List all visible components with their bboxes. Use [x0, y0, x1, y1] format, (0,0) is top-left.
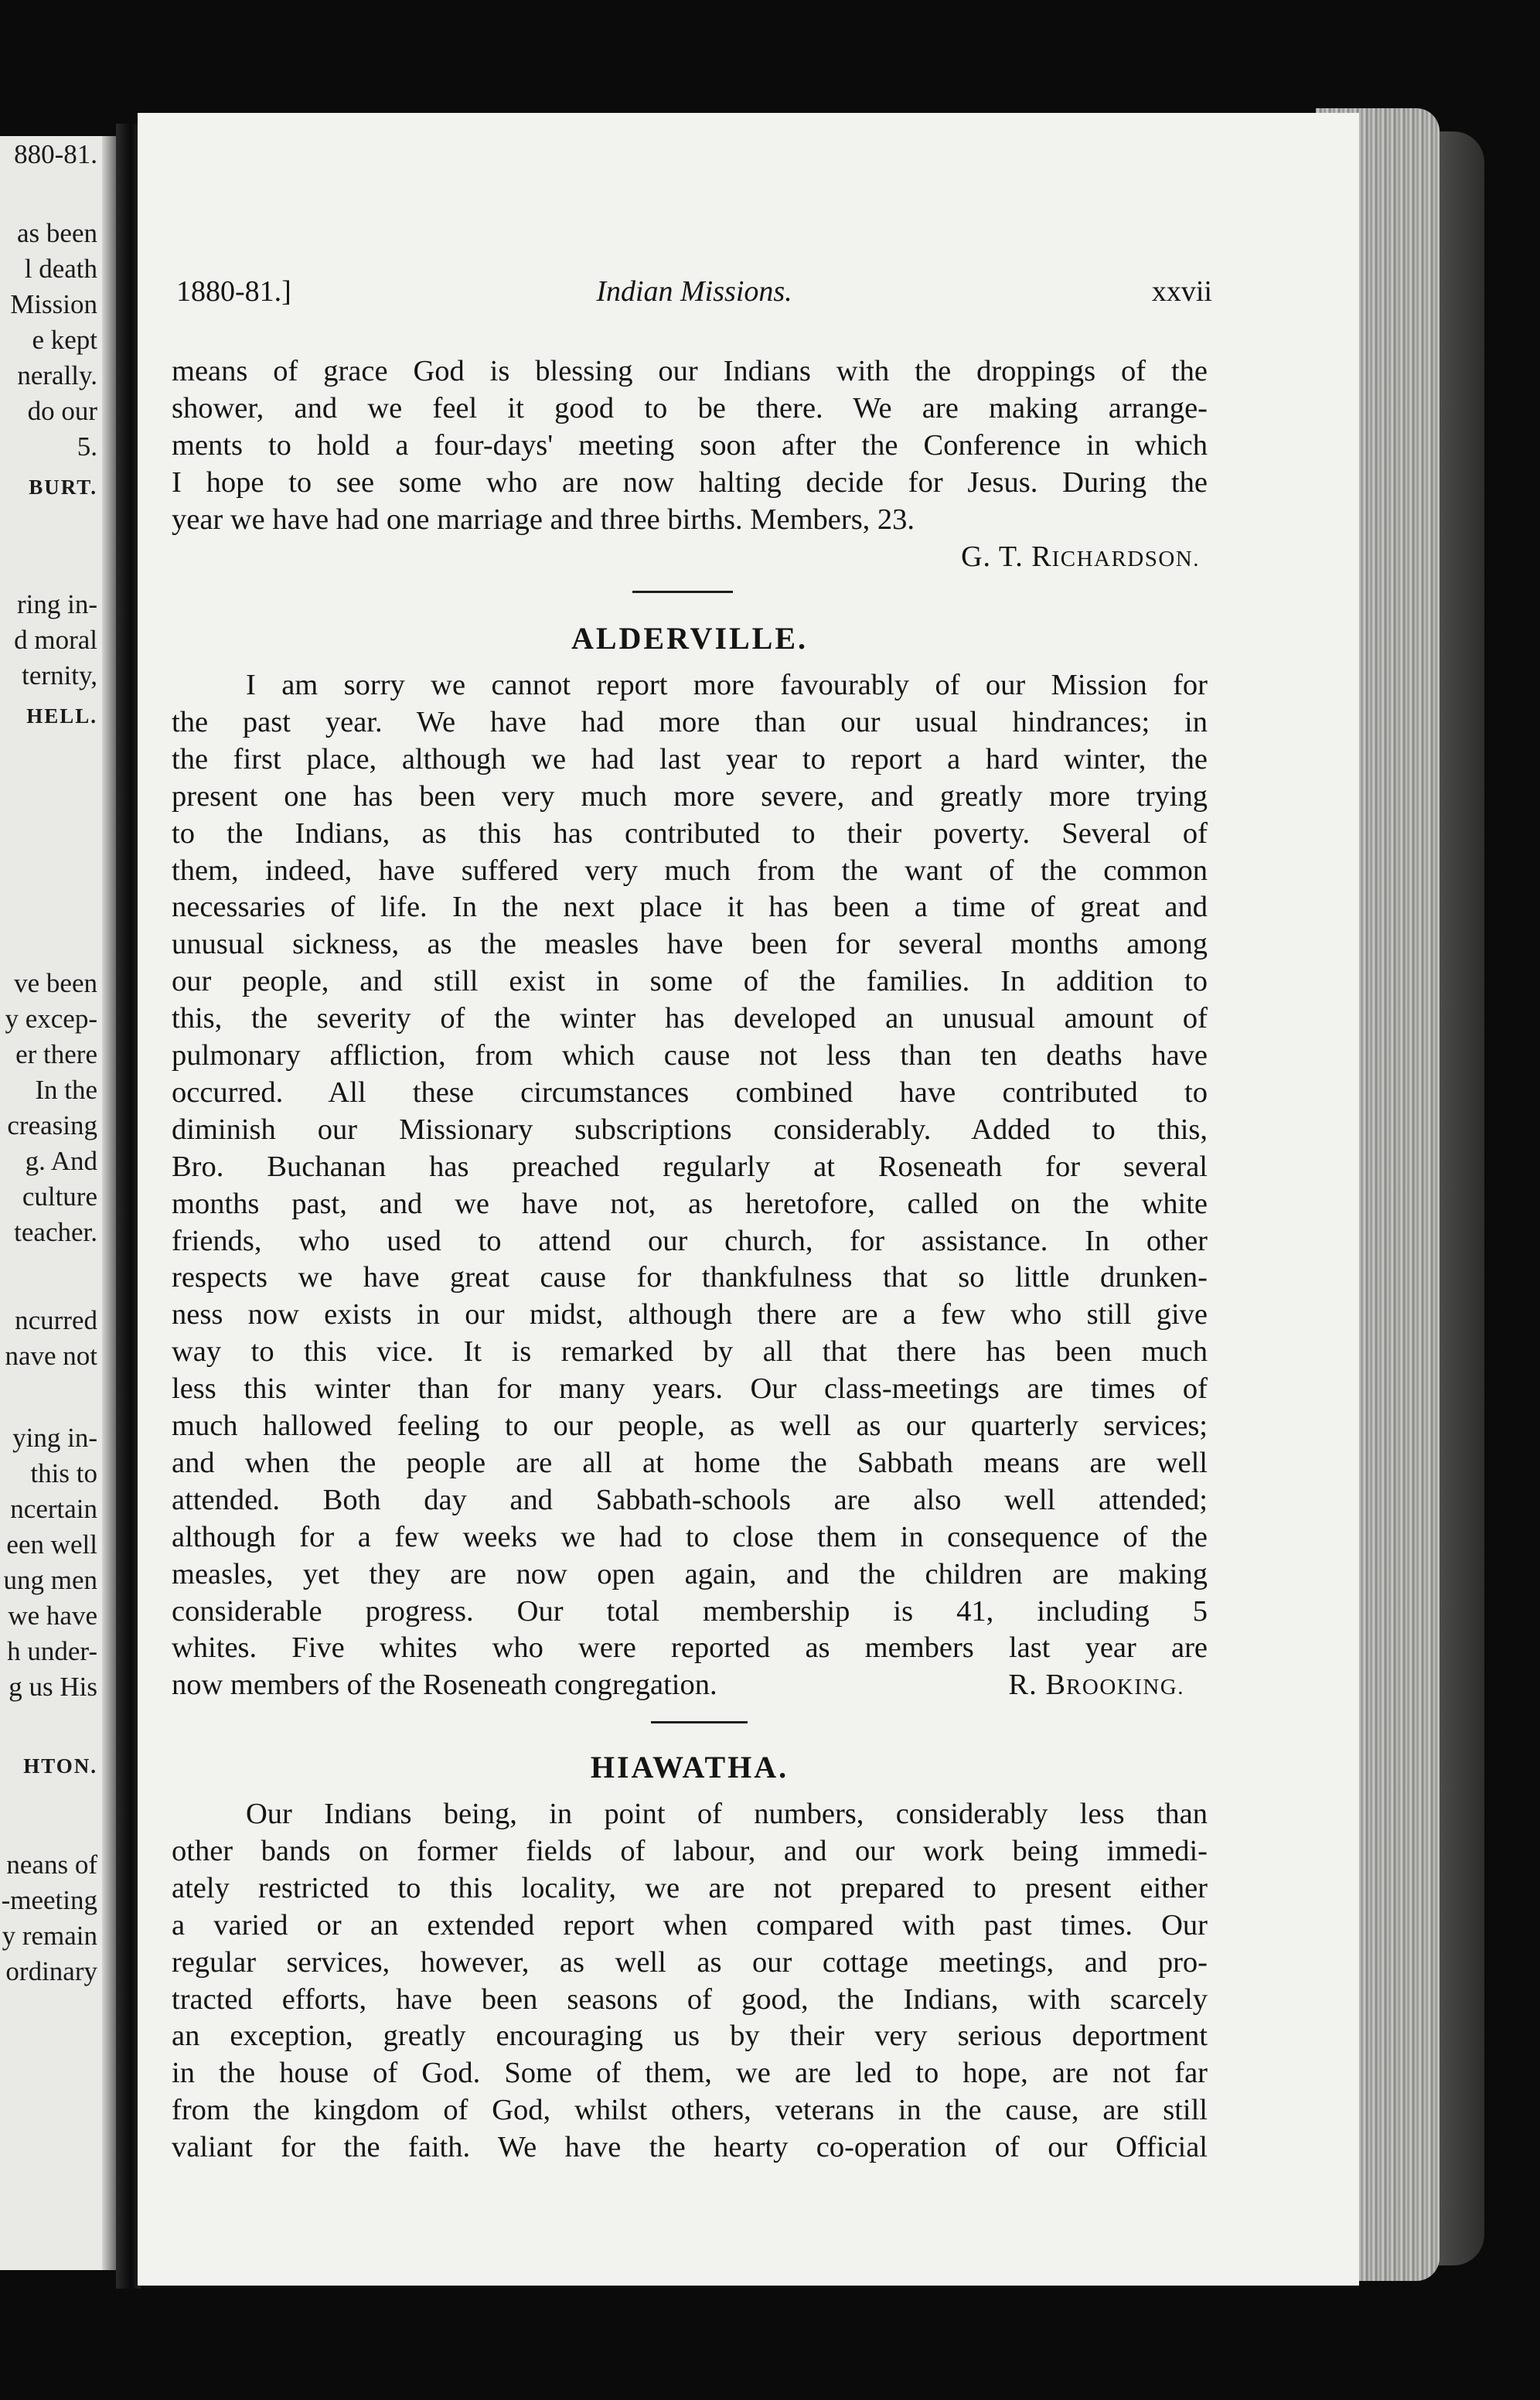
intro-signature [961, 538, 1200, 578]
running-head-title: Indian Missions. [596, 275, 792, 308]
alderville-line: Bro. Buchanan has preached regularly at Roseneath for several [172, 1151, 1208, 1183]
left-page-line: In the [35, 1075, 97, 1105]
left-page-line: do our [27, 396, 97, 426]
alderville-line: the first place, although we had last year to report a hard winter, the [172, 743, 1208, 776]
running-head [176, 274, 1212, 313]
section-rule [651, 1721, 748, 1723]
left-page-line: h under- [7, 1636, 97, 1666]
left-page-line: HTON. [23, 1754, 97, 1778]
left-page-line: this to [30, 1458, 97, 1488]
hiawatha-line: ately restricted to this locality, we are not prepared to present either [172, 1872, 1208, 1904]
left-page-line: ordinary [5, 1956, 97, 1986]
alderville-line: way to this vice. It is remarked by all that there has been much [172, 1335, 1208, 1368]
alderville-line: although for a few weeks we had to close them in consequence of the [172, 1521, 1208, 1553]
left-page-line: 880-81. [14, 139, 97, 169]
section-rule [632, 591, 733, 593]
alderville-line: to the Indians, as this has contributed to their poverty. Several of [172, 817, 1208, 850]
left-page-gutter [102, 136, 116, 2270]
hiawatha-line: a varied or an extended report when compared with past times. Our [172, 1909, 1208, 1941]
alderville-line: the past year. We have had more than our usual hindrances; in [172, 706, 1208, 738]
alderville-line: our people, and still exist in some of the families. In addition to [172, 965, 1208, 997]
left-page-line: 5. [77, 431, 97, 462]
left-page-line: nave not [5, 1341, 97, 1371]
signature-capital: G. T. R [961, 540, 1052, 573]
left-page-line: culture [22, 1181, 97, 1212]
left-page-line: Mission [10, 289, 97, 319]
alderville-line: respects we have great cause for thankfulness that so little drunken- [172, 1261, 1208, 1294]
left-page-line: ternity, [22, 660, 97, 690]
alderville-line: less this winter than for many years. Our class-meetings are times of [172, 1372, 1208, 1405]
intro-line: ments to hold a four-days' meeting soon after the Conference in which [172, 429, 1208, 462]
alderville-line: diminish our Missionary subscriptions considerably. Added to this, [172, 1113, 1208, 1146]
hiawatha-line: in the house of God. Some of them, we are led to hope, are not far [172, 2057, 1208, 2089]
alderville-line: friends, who used to attend our church, for assistance. In other [172, 1225, 1208, 1257]
signature-small-caps: ICHARDSON. [1051, 547, 1200, 571]
alderville-line: months past, and we have not, as heretofore, called on the white [172, 1188, 1208, 1220]
left-page-line: g us His [9, 1672, 97, 1702]
alderville-line: measles, yet they are now open again, and the children are making [172, 1558, 1208, 1590]
alderville-line: and when the people are all at home the Sabbath means are well [172, 1447, 1208, 1479]
left-page-line: as been [17, 218, 97, 248]
alderville-line: unusual sickness, as the measles have been for several months among [172, 928, 1208, 960]
intro-line: shower, and we feel it good to be there. We are making arrange- [172, 392, 1208, 424]
left-page-line: we have [8, 1601, 97, 1631]
hiawatha-heading: HIAWATHA. [590, 1750, 789, 1785]
alderville-line: necessaries of life. In the next place it has been a time of great and [172, 891, 1208, 923]
left-page-line: creasing [7, 1110, 97, 1140]
left-page-line: ve been [14, 968, 97, 998]
left-page-line: een well [6, 1529, 97, 1560]
left-page-line: d moral [14, 625, 97, 655]
left-page-line: g. And [25, 1146, 97, 1176]
page-number: xxvii [1151, 275, 1212, 308]
alderville-line: occurred. All these circumstances combined have contributed to [172, 1076, 1208, 1109]
signature-small-caps: ROOKING. [1066, 1675, 1184, 1699]
alderville-line: present one has been very much more severe, and greatly more trying [172, 780, 1208, 813]
intro-line: I hope to see some who are now halting decide for Jesus. During the [172, 466, 1208, 499]
left-page-line: teacher. [14, 1217, 97, 1247]
alderville-line: them, indeed, have suffered very much from the want of the common [172, 854, 1208, 887]
left-page-line: ncertain [10, 1494, 97, 1524]
hiawatha-line: Our Indians being, in point of numbers, considerably less than [246, 1798, 1208, 1830]
left-page-line: ring in- [16, 589, 97, 619]
left-page-line: neans of [6, 1849, 97, 1880]
left-page-line: e kept [32, 325, 97, 355]
hiawatha-line: regular services, however, as well as our cottage meetings, and pro- [172, 1946, 1208, 1979]
hiawatha-line: an exception, greatly encouraging us by their very serious deportment [172, 2020, 1208, 2052]
alderville-last-line: now members of the Roseneath congregation. [172, 1669, 717, 1701]
running-head-year: 1880-81.] [176, 275, 291, 308]
alderville-line: this, the severity of the winter has developed an unusual amount of [172, 1002, 1208, 1035]
left-page-line: nerally. [17, 360, 97, 390]
hiawatha-line: valiant for the faith. We have the hearty co-operation of our Official [172, 2131, 1208, 2163]
left-page-line: y remain [2, 1921, 97, 1951]
left-page-line: y excep- [5, 1004, 97, 1034]
alderville-line: attended. Both day and Sabbath-schools are also well attended; [172, 1484, 1208, 1516]
alderville-line: I am sorry we cannot report more favourably of our Mission for [246, 669, 1208, 701]
alderville-heading: ALDERVILLE. [571, 621, 809, 656]
alderville-line: whites. Five whites who were reported as members last year are [172, 1631, 1208, 1664]
alderville-closing-row [172, 1666, 1208, 1703]
hiawatha-line: other bands on former fields of labour, and our work being immedi- [172, 1835, 1208, 1867]
alderville-line: pulmonary affliction, from which cause not less than ten deaths have [172, 1039, 1208, 1072]
left-page-line: HELL. [26, 704, 97, 728]
alderville-line: considerable progress. Our total membership is 41, including 5 [172, 1595, 1208, 1628]
left-page-line: -meeting [1, 1885, 97, 1915]
alderville-line: much hallowed feeling to our people, as well as our quarterly services; [172, 1410, 1208, 1442]
left-facing-page [0, 136, 116, 2270]
left-page-line: ncurred [15, 1305, 97, 1335]
alderville-line: ness now exists in our midst, although there are a few who still give [172, 1298, 1208, 1331]
left-page-line: BURT. [29, 476, 97, 499]
signature-capital: R. B [1008, 1669, 1067, 1701]
hiawatha-line: from the kingdom of God, whilst others, veterans in the cause, are still [172, 2094, 1208, 2126]
alderville-signature [1008, 1666, 1184, 1706]
left-page-line: ung men [3, 1565, 97, 1595]
intro-line: means of grace God is blessing our Indians with the droppings of the [172, 355, 1208, 387]
intro-line: year we have had one marriage and three births. Members, 23. [172, 503, 915, 536]
hiawatha-line: tracted efforts, have been seasons of good, the Indians, with scarcely [172, 1983, 1208, 2016]
left-page-line: er there [15, 1039, 97, 1069]
left-page-line: ying in- [12, 1423, 97, 1453]
left-page-line: l death [24, 254, 97, 284]
